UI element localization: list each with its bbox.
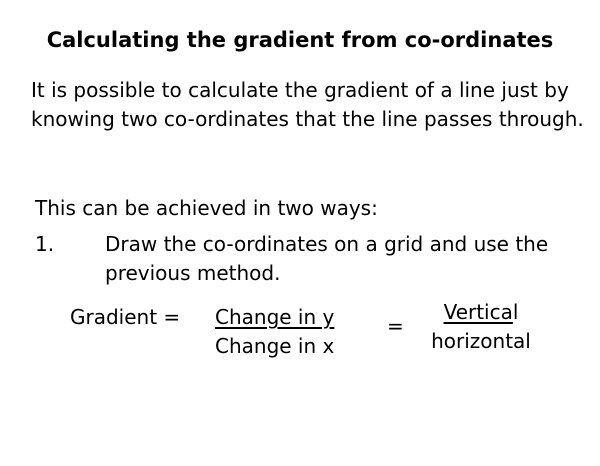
intro-paragraph: It is possible to calculate the gradient of a line just by knowing two co-ordinates that the line passes through. (31, 78, 584, 131)
vertical-horizontal-fraction (425, 298, 537, 356)
change-fraction (215, 303, 334, 361)
step-number: 1. (35, 232, 55, 256)
equals-sign: = (387, 314, 404, 338)
fraction-denominator: Change in x (215, 334, 335, 358)
slide-title: Calculating the gradient from co-ordinates (46, 28, 554, 52)
fraction-numerator: Change in y (215, 305, 335, 329)
step-text: Draw the co-ordinates on a grid and use the previous method. (105, 232, 549, 285)
vertical-underlined-part: Vertica (443, 300, 513, 324)
gradient-label: Gradient = (70, 305, 181, 329)
horizontal-denominator: horizontal (431, 329, 531, 353)
vertical-rest-part: l (512, 300, 519, 324)
vertical-numerator (425, 298, 537, 327)
ways-intro: This can be achieved in two ways: (35, 196, 378, 220)
